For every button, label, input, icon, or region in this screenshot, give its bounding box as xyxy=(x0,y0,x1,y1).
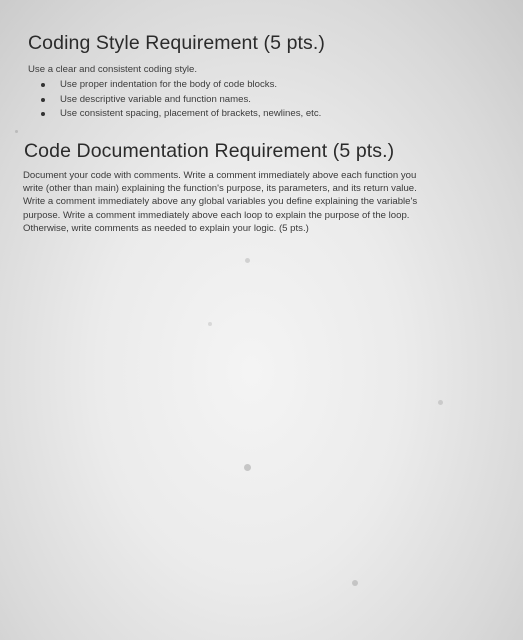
documentation-paragraph xyxy=(23,169,473,235)
coding-style-intro: Use a clear and consistent coding style. xyxy=(28,64,198,75)
bullet-text: Use proper indentation for the body of code blocks. xyxy=(60,79,278,90)
screen-speck xyxy=(15,130,18,133)
coding-style-bullet-list xyxy=(38,78,321,122)
paragraph-line: purpose. Write a comment immediately above each loop to explain the purpose of the loop. xyxy=(23,209,410,221)
coding-style-heading: Coding Style Requirement (5 pts.) xyxy=(28,32,326,54)
screen-speck xyxy=(352,580,358,586)
screen-speck xyxy=(208,322,212,326)
screen-speck xyxy=(438,400,443,405)
bullet-item xyxy=(38,107,321,122)
bullet-item xyxy=(38,78,321,93)
bullet-icon xyxy=(41,83,45,87)
paragraph-line: Otherwise, write comments as needed to explain your logic. (5 pts.) xyxy=(23,222,309,234)
bullet-text: Use descriptive variable and function names. xyxy=(60,93,251,105)
bullet-text: Use consistent spacing, placement of brackets, newlines, etc. xyxy=(60,108,322,119)
paragraph-line: Write a comment immediately above any global variables you define explaining the variable's xyxy=(23,196,418,208)
documentation-heading: Code Documentation Requirement (5 pts.) xyxy=(24,140,395,162)
screen-speck xyxy=(245,258,250,263)
paragraph-line: write (other than main) explaining the function's purpose, its parameters, and its return value. xyxy=(23,183,417,195)
paragraph-line: Document your code with comments. Write a comment immediately above each function you xyxy=(23,170,417,181)
bullet-item xyxy=(38,93,321,108)
bullet-icon xyxy=(41,98,45,102)
bullet-icon xyxy=(41,112,45,116)
screen-speck xyxy=(244,464,251,471)
